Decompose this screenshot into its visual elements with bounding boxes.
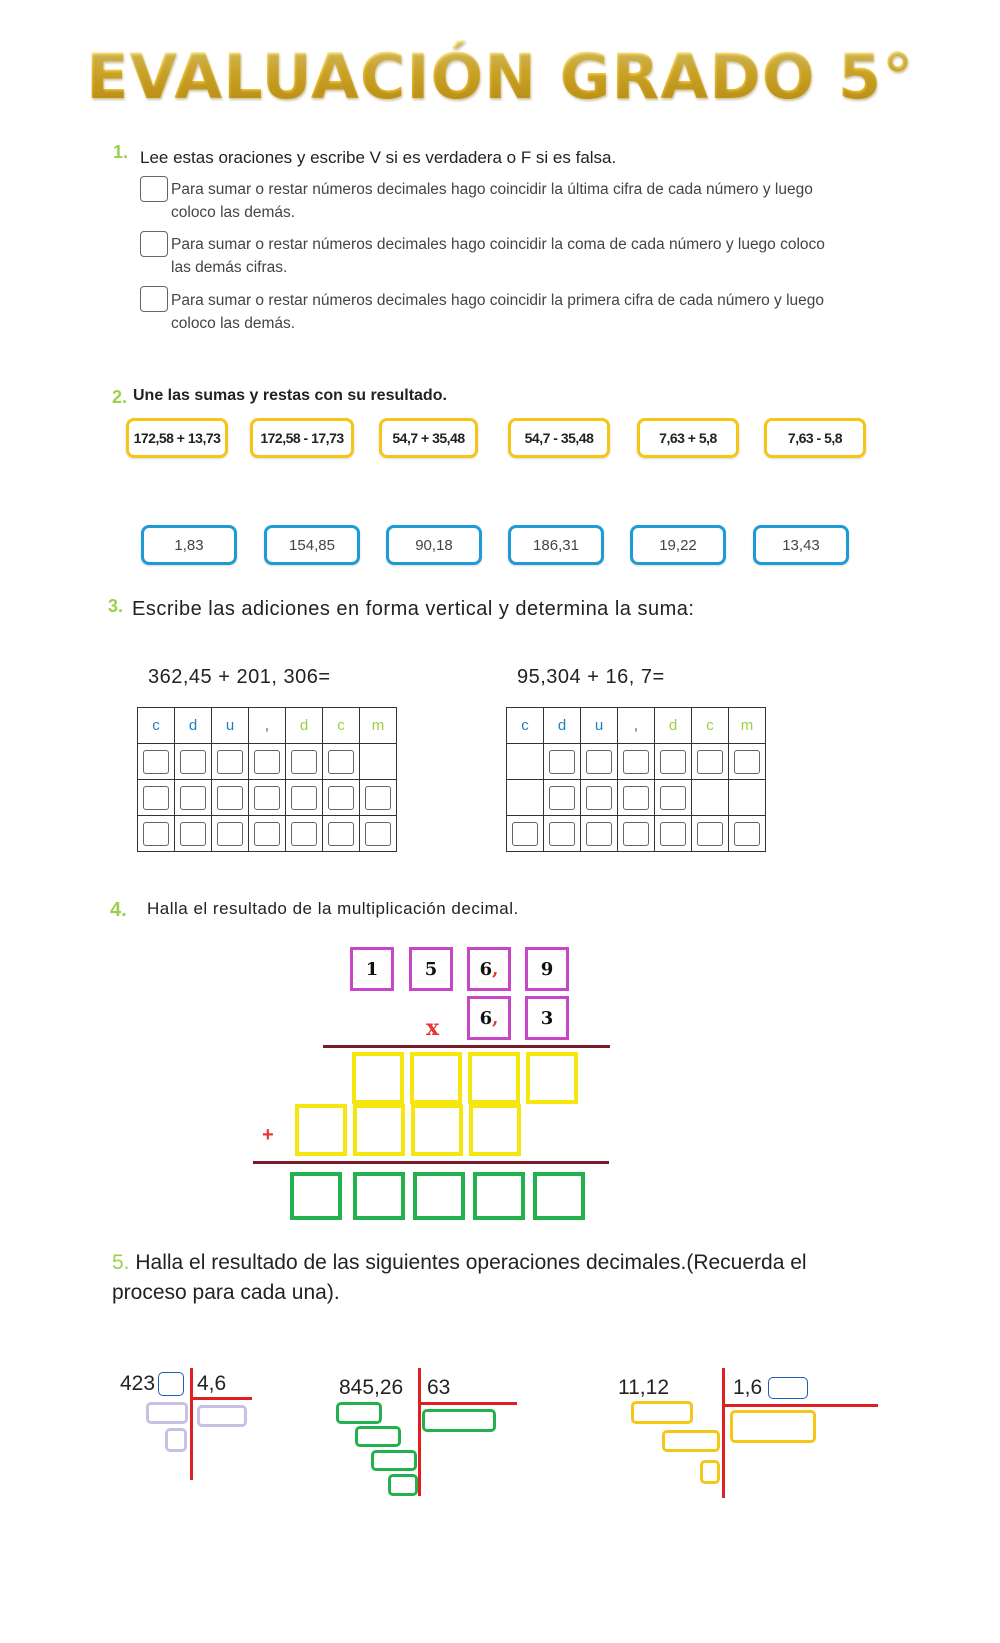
division-2-vertical-line [418, 1368, 421, 1496]
grid-cell [507, 780, 544, 816]
digit-input[interactable] [586, 750, 612, 774]
digit: 3 [540, 1007, 554, 1029]
digit-input[interactable] [734, 822, 760, 846]
digit: 5 [424, 958, 438, 980]
operation-box-4[interactable]: 54,7 - 35,48 [508, 418, 610, 458]
digit-input[interactable] [365, 822, 391, 846]
grid-1-row-1 [138, 744, 397, 780]
header-c-decimal: c [692, 708, 729, 744]
digit-input[interactable] [291, 786, 317, 810]
multiplicand-digit-4 [525, 947, 569, 991]
digit-input[interactable] [660, 786, 686, 810]
grid-1-header [138, 708, 397, 744]
statement-2: Para sumar o restar números decimales hago coincidir la coma de cada número y luego coloco las demás cifras. [171, 236, 825, 276]
question-5-prompt [112, 1248, 872, 1308]
division-2-step-box-3[interactable] [371, 1450, 417, 1471]
grid-cell [249, 744, 286, 780]
digit-input[interactable] [291, 750, 317, 774]
division-1-dividend: 423 [120, 1372, 156, 1395]
statement-3: Para sumar o restar números decimales hago coincidir la primera cifra de cada número y luego coloco las demás. [171, 292, 825, 332]
grid-cell [212, 744, 249, 780]
result-box-5[interactable]: 19,22 [630, 525, 726, 565]
digit-input[interactable] [549, 822, 575, 846]
partial-product-1-box-3[interactable] [468, 1052, 520, 1104]
grid-cell [544, 744, 581, 780]
grid-cell [286, 780, 323, 816]
exercise-1-label: 362,45 + 201, 306= [148, 666, 331, 688]
grid-cell [138, 780, 175, 816]
digit-input[interactable] [365, 786, 391, 810]
grid-cell [655, 780, 692, 816]
digit-input[interactable] [328, 750, 354, 774]
digit-input[interactable] [660, 822, 686, 846]
multiplication-line-2 [253, 1161, 609, 1164]
grid-cell [618, 744, 655, 780]
division-2-step-box-4[interactable] [388, 1474, 418, 1496]
division-2-quotient-box[interactable] [422, 1409, 496, 1432]
grid-cell [655, 816, 692, 852]
digit-input[interactable] [254, 822, 280, 846]
exercise-2-label: 95,304 + 16, 7= [517, 666, 665, 688]
grid-cell [212, 816, 249, 852]
grid-cell [581, 744, 618, 780]
question-1-number: 1. [113, 142, 129, 162]
digit-input[interactable] [143, 750, 169, 774]
question-2-number: 2. [112, 387, 128, 407]
grid-cell [360, 744, 397, 780]
question-5-number: 5. [112, 1251, 130, 1274]
digit: 9 [540, 958, 554, 980]
grid-cell [175, 816, 212, 852]
digit: 6 [479, 1007, 493, 1029]
grid-cell [249, 780, 286, 816]
digit-input[interactable] [549, 786, 575, 810]
statement-1: Para sumar o restar números decimales hago coincidir la última cifra de cada número y luego coloco las demás. [171, 181, 813, 221]
grid-cell [212, 780, 249, 816]
question-1-prompt: Lee estas oraciones y escribe V si es verdadera o F si es falsa. [140, 148, 617, 167]
digit: 6 [479, 958, 493, 980]
header-c: c [138, 708, 175, 744]
grid-2-row-2 [507, 780, 766, 816]
digit-input[interactable] [291, 822, 317, 846]
partial-product-2-box-1[interactable] [295, 1104, 347, 1156]
result-box-1[interactable]: 1,83 [141, 525, 237, 565]
grid-cell [692, 816, 729, 852]
division-2-divisor: 63 [427, 1376, 451, 1399]
multiplicand-digit-2 [409, 947, 453, 991]
answer-checkbox-2[interactable] [140, 231, 168, 257]
grid-cell [323, 744, 360, 780]
digit-input[interactable] [180, 786, 206, 810]
grid-cell [729, 780, 766, 816]
page-title: EVALUACIÓN GRADO 5° [0, 40, 1000, 113]
grid-2-row-1 [507, 744, 766, 780]
header-comma: , [618, 708, 655, 744]
operation-box-1[interactable]: 172,58 + 13,73 [126, 418, 228, 458]
product-box-2[interactable] [353, 1172, 405, 1220]
digit-input[interactable] [512, 822, 538, 846]
question-3-prompt: Escribe las adiciones en forma vertical y determina la suma: [132, 598, 695, 620]
product-box-1[interactable] [290, 1172, 342, 1220]
multiplier-digit-1 [467, 996, 511, 1040]
header-u: u [581, 708, 618, 744]
product-box-4[interactable] [473, 1172, 525, 1220]
multiplicand-digit-1 [350, 947, 394, 991]
header-m-decimal: m [360, 708, 397, 744]
digit-input[interactable] [180, 750, 206, 774]
partial-product-2-box-4[interactable] [469, 1104, 521, 1156]
grid-cell [323, 780, 360, 816]
partial-product-2-box-3[interactable] [411, 1104, 463, 1156]
digit-input[interactable] [254, 750, 280, 774]
grid-cell [507, 744, 544, 780]
decimal-comma: , [492, 958, 499, 980]
division-1-digit-input[interactable] [158, 1372, 184, 1396]
header-d: d [175, 708, 212, 744]
digit: 1 [365, 958, 379, 980]
header-u: u [212, 708, 249, 744]
grid-cell [581, 816, 618, 852]
header-c-decimal: c [323, 708, 360, 744]
question-4-prompt: Halla el resultado de la multiplicación decimal. [147, 899, 519, 918]
grid-cell [729, 744, 766, 780]
grid-cell [175, 744, 212, 780]
digit-input[interactable] [180, 822, 206, 846]
decimal-comma: , [492, 1007, 499, 1029]
question-5-text: Halla el resultado de las siguientes operaciones decimales.(Recuerda el proceso para cada una). [112, 1251, 807, 1304]
place-value-grid-1 [137, 707, 397, 852]
grid-cell [544, 780, 581, 816]
grid-cell [618, 816, 655, 852]
division-3-quotient-box[interactable] [730, 1410, 816, 1443]
result-box-3[interactable]: 90,18 [386, 525, 482, 565]
answer-checkbox-1[interactable] [140, 176, 168, 202]
grid-cell [581, 780, 618, 816]
division-1-remainder-box-1[interactable] [146, 1402, 188, 1424]
multiplication-line-1 [323, 1045, 610, 1048]
digit-input[interactable] [143, 786, 169, 810]
digit-input[interactable] [697, 822, 723, 846]
grid-cell [655, 744, 692, 780]
digit-input[interactable] [734, 750, 760, 774]
digit-input[interactable] [623, 786, 649, 810]
division-1-remainder-box-2[interactable] [165, 1428, 187, 1452]
digit-input[interactable] [660, 750, 686, 774]
product-box-3[interactable] [413, 1172, 465, 1220]
result-box-6[interactable]: 13,43 [753, 525, 849, 565]
grid-cell [286, 744, 323, 780]
digit-input[interactable] [586, 822, 612, 846]
division-3-step-box-1[interactable] [631, 1401, 693, 1424]
grid-cell [138, 744, 175, 780]
grid-cell [544, 816, 581, 852]
header-d-decimal: d [286, 708, 323, 744]
header-d: d [544, 708, 581, 744]
division-3-divisor: 1,6 [733, 1376, 763, 1399]
digit-input[interactable] [217, 786, 243, 810]
operation-box-6[interactable]: 7,63 - 5,8 [764, 418, 866, 458]
operation-box-3[interactable]: 54,7 + 35,48 [379, 418, 478, 458]
question-3-number: 3. [108, 596, 124, 616]
division-1-vertical-line [190, 1368, 193, 1480]
times-sign: x [426, 1015, 440, 1041]
grid-cell [360, 816, 397, 852]
digit-input[interactable] [549, 750, 575, 774]
digit-input[interactable] [328, 822, 354, 846]
header-m-decimal: m [729, 708, 766, 744]
grid-cell [286, 816, 323, 852]
grid-cell [323, 816, 360, 852]
grid-cell [175, 780, 212, 816]
digit-input[interactable] [623, 822, 649, 846]
operation-box-2[interactable]: 172,58 - 17,73 [250, 418, 354, 458]
grid-cell [729, 816, 766, 852]
division-1-quotient-box[interactable] [197, 1405, 247, 1427]
grid-cell [249, 816, 286, 852]
digit-input[interactable] [217, 750, 243, 774]
digit-input[interactable] [254, 786, 280, 810]
plus-sign: + [262, 1124, 274, 1146]
partial-product-1-box-4[interactable] [526, 1052, 578, 1104]
division-3-vertical-line [722, 1368, 725, 1498]
header-comma: , [249, 708, 286, 744]
digit-input[interactable] [697, 750, 723, 774]
division-3-horizontal-line [724, 1404, 878, 1407]
division-1-horizontal-line [192, 1397, 252, 1400]
result-box-2[interactable]: 154,85 [264, 525, 360, 565]
answer-checkbox-3[interactable] [140, 286, 168, 312]
division-3-step-box-3[interactable] [700, 1460, 720, 1484]
question-4-number: 4. [110, 899, 127, 921]
grid-1-row-3 [138, 816, 397, 852]
partial-product-2-box-2[interactable] [353, 1104, 405, 1156]
partial-product-1-box-2[interactable] [410, 1052, 462, 1104]
digit-input[interactable] [217, 822, 243, 846]
division-2-step-box-1[interactable] [336, 1402, 382, 1424]
grid-cell [692, 744, 729, 780]
grid-cell [138, 816, 175, 852]
grid-1-row-2 [138, 780, 397, 816]
question-2-prompt: Une las sumas y restas con su resultado. [133, 387, 447, 404]
division-3-dividend: 11,12 [618, 1376, 669, 1399]
operation-box-5[interactable]: 7,63 + 5,8 [637, 418, 739, 458]
place-value-grid-2 [506, 707, 766, 852]
division-3-digit-input[interactable] [768, 1377, 808, 1399]
product-box-5[interactable] [533, 1172, 585, 1220]
grid-cell [692, 780, 729, 816]
multiplier-digit-2 [525, 996, 569, 1040]
digit-input[interactable] [143, 822, 169, 846]
grid-cell [360, 780, 397, 816]
grid-cell [507, 816, 544, 852]
header-d-decimal: d [655, 708, 692, 744]
division-2-step-box-2[interactable] [355, 1426, 401, 1447]
division-2-dividend: 845,26 [339, 1376, 404, 1399]
grid-2-header [507, 708, 766, 744]
digit-input[interactable] [328, 786, 354, 810]
grid-cell [618, 780, 655, 816]
header-c: c [507, 708, 544, 744]
digit-input[interactable] [586, 786, 612, 810]
division-3-step-box-2[interactable] [662, 1430, 720, 1452]
grid-2-row-3 [507, 816, 766, 852]
multiplicand-digit-3 [467, 947, 511, 991]
division-1-divisor: 4,6 [197, 1372, 227, 1395]
division-2-horizontal-line [420, 1402, 517, 1405]
result-box-4[interactable]: 186,31 [508, 525, 604, 565]
digit-input[interactable] [623, 750, 649, 774]
partial-product-1-box-1[interactable] [352, 1052, 404, 1104]
